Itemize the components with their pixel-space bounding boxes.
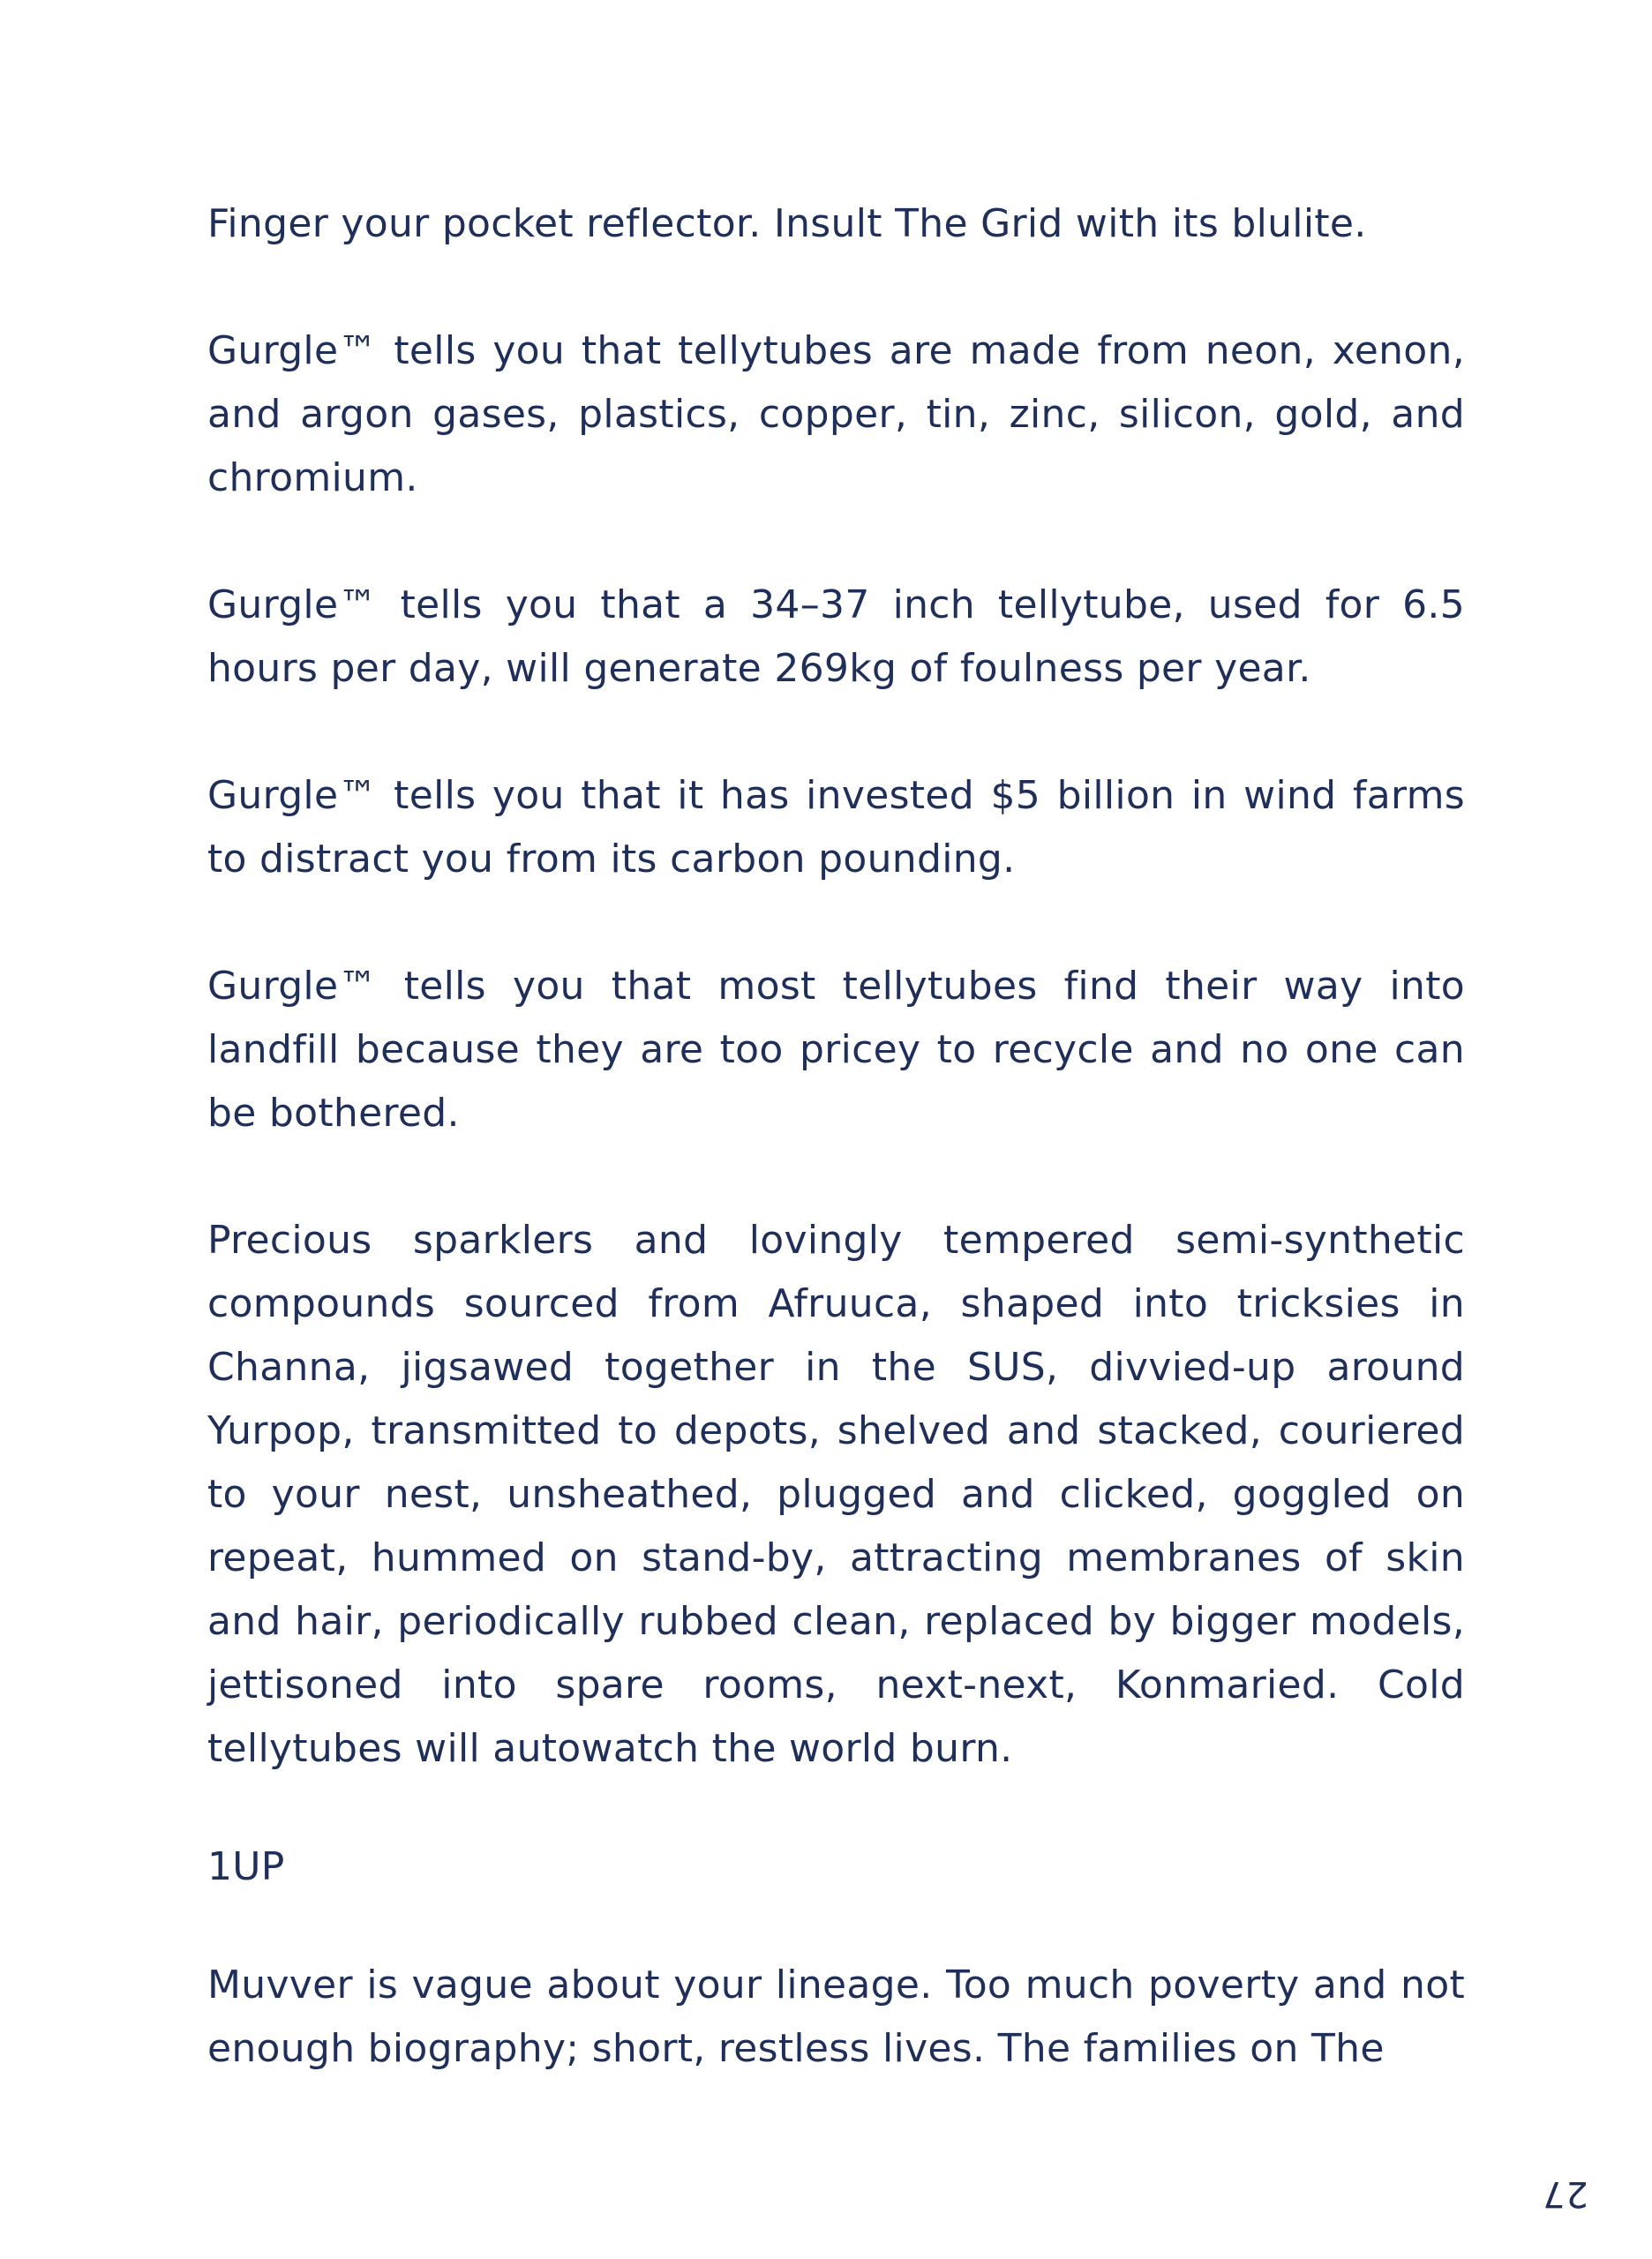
- body-text: [207, 192, 1465, 2081]
- paragraph-tellytube-materials: Gurgle™ tells you that tellytubes are made from neon, xenon, and argon gases, plastics, copper, tin, zinc, silicon, gold, and chromium.: [207, 328, 1465, 500]
- paragraph-muvver-lineage: Muvver is vague about your lineage. Too much poverty and not enough biography; short, restless lives. The families on The: [207, 1963, 1465, 2071]
- paragraph-pocket-reflector: Finger your pocket reflector. Insult The Grid with its blulite.: [207, 201, 1367, 246]
- paragraph-landfill: Gurgle™ tells you that most tellytubes find their way into landfill because they are too pricey to recycle and no one can be bothered.: [207, 964, 1465, 1136]
- paragraph-tellytube-foulness: Gurgle™ tells you that a 34–37 inch tellytube, used for 6.5 hours per day, will generate 269kg of foulness per year.: [207, 582, 1465, 691]
- paragraph-wind-farms: Gurgle™ tells you that it has invested $5 billion in wind farms to distract you from its carbon pounding.: [207, 773, 1465, 882]
- section-heading-1up: 1UP: [207, 1844, 285, 1889]
- page-number: 27: [1542, 2173, 1588, 2214]
- paragraph-precious-sparklers: Precious sparklers and lovingly tempered semi-synthetic compounds sourced from Afruuca, shaped into tricksies in Channa, jigsawed together in the SUS, divvied-up around Yurpop, transmitted to depots, shelved and stacked, couriered to your nest, unsheathed, plugged and clicked, goggled on repeat, hummed on stand-by, attracting membranes of skin and hair, periodically rubbed clean, replaced by bigger models, jettisoned into spare rooms, next-next, Konmaried. Cold tellytubes will autowatch the world burn.: [207, 1218, 1465, 1771]
